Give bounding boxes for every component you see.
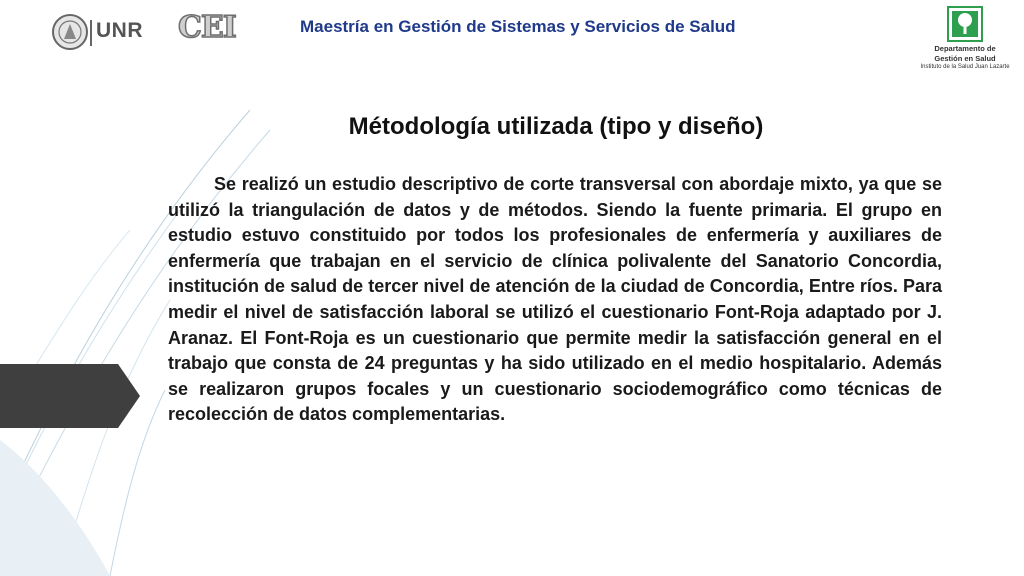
department-line-1: Departamento de bbox=[934, 44, 996, 53]
department-line-2: Gestión en Salud bbox=[934, 54, 996, 63]
slide-body-paragraph: Se realizó un estudio descriptivo de corte transversal con abordaje mixto, ya que se utilizó la triangulación de datos y de métodos. Siendo la fuente primaria. El grupo en estudio estuvo constituido por todos los profesionales de enfermería y auxiliares de enfermería que trabajan en el servicio de clínica polivalente del Sanatorio Concordia, institución de salud de tercer nivel de atención de la ciudad de Concordia, Entre ríos. Para medir el nivel de satisfacción laboral se utilizó el cuestionario Font-Roja adaptado por J. Aranaz. El Font-Roja es un cuestionario que permite medir la satisfacción general en el trabajo que consta de 24 preguntas y ha sido utilizado en el medio hospitalario. Además se realizaron grupos focales y un cuestionario sociodemográfico como técnicas de recolección de datos complementarias. bbox=[168, 174, 942, 425]
program-title: Maestría en Gestión de Sistemas y Servicios de Salud bbox=[300, 17, 736, 36]
unr-logo bbox=[50, 12, 150, 52]
logo-divider bbox=[90, 20, 92, 46]
slide-title: Métodología utilizada (tipo y diseño) bbox=[348, 113, 764, 140]
header-bar bbox=[0, 0, 1024, 80]
university-seal-icon bbox=[50, 12, 90, 52]
tree-icon bbox=[947, 6, 983, 42]
cei-logo bbox=[178, 10, 248, 50]
unr-logo-text: UNR bbox=[96, 19, 143, 42]
cei-logo-text: CEI bbox=[178, 10, 236, 45]
side-arrow-tab bbox=[0, 364, 140, 428]
department-logo bbox=[912, 4, 1022, 74]
department-line-3: Instituto de la Salud Juan Lazarte bbox=[920, 64, 1010, 70]
